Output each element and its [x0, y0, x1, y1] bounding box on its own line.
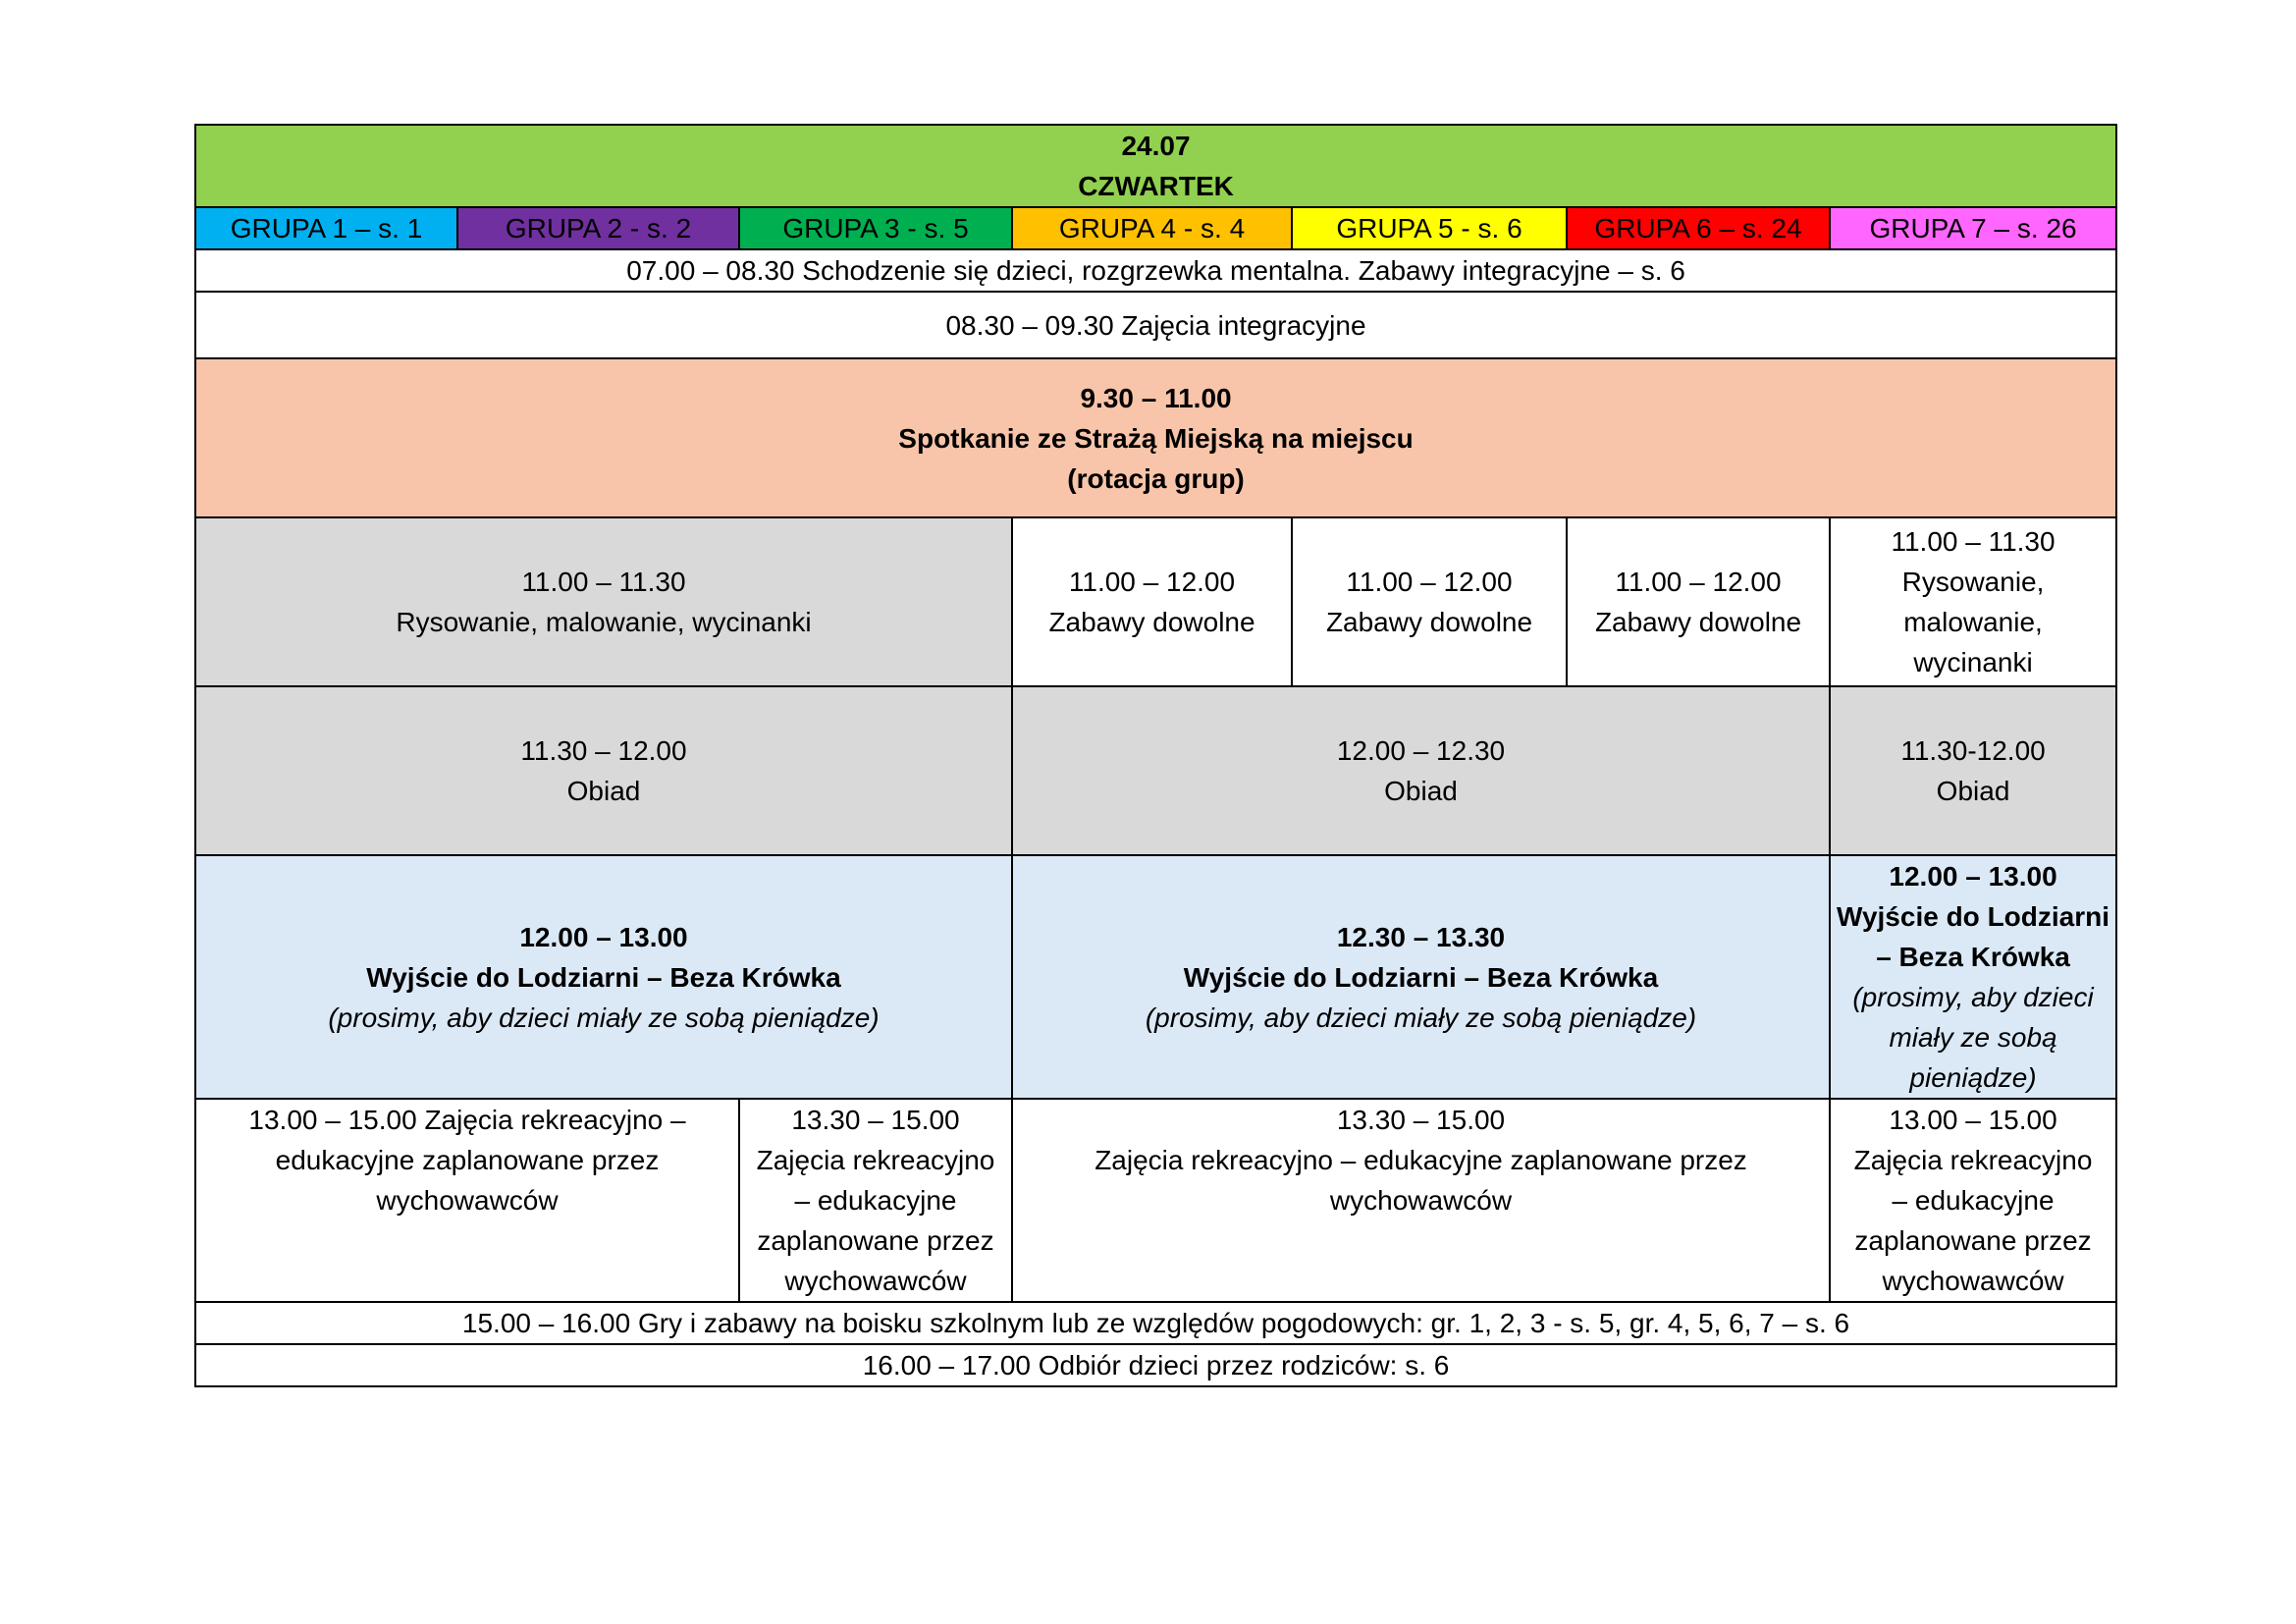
icecream-row — [195, 855, 2116, 1099]
block1-g123-time: 11.00 – 11.30 — [521, 567, 686, 597]
recreation-g456-line-1: 13.30 – 15.00 — [1336, 1105, 1506, 1135]
recreation-groups-4-6 — [1012, 1099, 1830, 1302]
block1-g7-line-1: Rysowanie, — [1901, 567, 2045, 597]
groups-row — [195, 207, 2116, 249]
meeting-title: Spotkanie ze Strażą Miejską na miejscu — [898, 422, 1414, 454]
integration-row — [195, 292, 2116, 358]
block1-g5-time: 11.00 – 12.00 — [1346, 567, 1513, 597]
recreation-g3-line-4: zaplanowane przez — [757, 1225, 994, 1256]
recreation-g7-line-3: – edukacyjne — [1892, 1185, 2055, 1216]
block1-g5-text: Zabawy dowolne — [1325, 607, 1533, 637]
lunch-g456-text: Obiad — [1384, 776, 1458, 806]
recreation-g12-line-1: 13.00 – 15.00 Zajęcia rekreacyjno – — [248, 1105, 686, 1135]
weekday-label: CZWARTEK — [1078, 171, 1234, 201]
block1-g4-text: Zabawy dowolne — [1048, 607, 1255, 637]
block1-g7-line-2: malowanie, — [1903, 607, 2043, 637]
block1-group-4 — [1012, 517, 1292, 686]
icecream-g7-note-1: (prosimy, aby dzieci — [1852, 982, 2094, 1012]
group-6-header: GRUPA 6 – s. 24 — [1567, 207, 1830, 249]
block1-groups-1-3 — [195, 517, 1012, 686]
day-header — [195, 125, 2116, 207]
group-4-header: GRUPA 4 - s. 4 — [1012, 207, 1292, 249]
pickup-cell: 16.00 – 17.00 Odbiór dzieci przez rodziców: s. 6 — [195, 1344, 2116, 1386]
block1-group-6 — [1567, 517, 1830, 686]
title-row — [195, 125, 2116, 207]
recreation-groups-1-2 — [195, 1099, 739, 1302]
integration-cell: 08.30 – 09.30 Zajęcia integracyjne — [195, 292, 2116, 358]
block1-g6-time: 11.00 – 12.00 — [1615, 567, 1782, 597]
group-7-header: GRUPA 7 – s. 26 — [1830, 207, 2116, 249]
icecream-g7-title-1: Wyjście do Lodziarni — [1837, 901, 2110, 932]
icecream-groups-1-3 — [195, 855, 1012, 1099]
schedule-table — [194, 124, 2117, 1387]
group-2-header: GRUPA 2 - s. 2 — [457, 207, 739, 249]
lunch-g456-time: 12.00 – 12.30 — [1336, 735, 1506, 766]
recreation-g7-line-2: Zajęcia rekreacyjno — [1853, 1145, 2093, 1175]
recreation-g7-line-4: zaplanowane przez — [1854, 1225, 2092, 1256]
lunch-group-7 — [1830, 686, 2116, 855]
group-1-header: GRUPA 1 – s. 1 — [195, 207, 457, 249]
icecream-g456-time: 12.30 – 13.30 — [1336, 921, 1506, 952]
block1-g7-time: 11.00 – 11.30 — [1891, 526, 2056, 557]
block1-group-7 — [1830, 517, 2116, 686]
block1-g4-time: 11.00 – 12.00 — [1068, 567, 1236, 597]
recreation-g3-line-1: 13.30 – 15.00 — [791, 1105, 960, 1135]
recreation-g3-line-3: – edukacyjne — [794, 1185, 957, 1216]
games-cell: 15.00 – 16.00 Gry i zabawy na boisku szkolnym lub ze względów pogodowych: gr. 1, 2, 3 - s. 5, gr. 4, 5, 6, 7 – s. 6 — [195, 1302, 2116, 1344]
recreation-g456-line-3: wychowawców — [1329, 1185, 1513, 1216]
recreation-g3-line-2: Zajęcia rekreacyjno — [756, 1145, 995, 1175]
date-label: 24.07 — [1121, 131, 1191, 161]
group-3-header: GRUPA 3 - s. 5 — [739, 207, 1012, 249]
icecream-g7-note-3: pieniądze) — [1909, 1062, 2037, 1093]
recreation-row — [195, 1099, 2116, 1302]
icecream-g456-note: (prosimy, aby dzieci miały ze sobą pieniądze) — [1145, 1001, 1697, 1033]
lunch-row — [195, 686, 2116, 855]
icecream-g7-title-2: – Beza Krówka — [1876, 942, 2070, 972]
icecream-g7-time: 12.00 – 13.00 — [1889, 861, 2057, 892]
games-row — [195, 1302, 2116, 1344]
recreation-g7-line-5: wychowawców — [1882, 1266, 2064, 1296]
arrival-cell: 07.00 – 08.30 Schodzenie się dzieci, rozgrzewka mentalna. Zabawy integracyjne – s. 6 — [195, 249, 2116, 292]
recreation-g7-line-1: 13.00 – 15.00 — [1889, 1105, 2057, 1135]
recreation-g3-line-5: wychowawców — [784, 1266, 967, 1296]
lunch-g123-text: Obiad — [566, 776, 641, 806]
meeting-cell — [195, 358, 2116, 517]
icecream-g456-title: Wyjście do Lodziarni – Beza Krówka — [1183, 961, 1659, 993]
recreation-g12-line-2: edukacyjne zaplanowane przez — [275, 1145, 660, 1175]
arrival-row — [195, 249, 2116, 292]
block1-g123-text: Rysowanie, malowanie, wycinanki — [396, 607, 812, 637]
block1-g6-text: Zabawy dowolne — [1594, 607, 1802, 637]
lunch-groups-1-3 — [195, 686, 1012, 855]
meeting-note: (rotacja grup) — [1067, 462, 1245, 494]
recreation-group-3 — [739, 1099, 1012, 1302]
block1-row — [195, 517, 2116, 686]
lunch-g7-time: 11.30-12.00 — [1900, 735, 2046, 766]
block1-group-5 — [1292, 517, 1567, 686]
icecream-g123-note: (prosimy, aby dzieci miały ze sobą pieniądze) — [328, 1001, 880, 1033]
pickup-row — [195, 1344, 2116, 1386]
icecream-group-7 — [1830, 855, 2116, 1099]
icecream-g123-time: 12.00 – 13.00 — [519, 921, 688, 952]
recreation-group-7 — [1830, 1099, 2116, 1302]
icecream-g123-title: Wyjście do Lodziarni – Beza Krówka — [366, 961, 841, 993]
meeting-time: 9.30 – 11.00 — [1080, 382, 1232, 413]
block1-g7-line-3: wycinanki — [1913, 647, 2033, 677]
meeting-row — [195, 358, 2116, 517]
lunch-g7-text: Obiad — [1936, 776, 2010, 806]
icecream-g7-note-2: miały ze sobą — [1889, 1022, 2057, 1053]
icecream-groups-4-6 — [1012, 855, 1830, 1099]
recreation-g456-line-2: Zajęcia rekreacyjno – edukacyjne zaplanowane przez — [1095, 1145, 1747, 1175]
recreation-g12-line-3: wychowawców — [376, 1185, 559, 1216]
lunch-g123-time: 11.30 – 12.00 — [520, 735, 687, 766]
lunch-groups-4-6 — [1012, 686, 1830, 855]
group-5-header: GRUPA 5 - s. 6 — [1292, 207, 1567, 249]
